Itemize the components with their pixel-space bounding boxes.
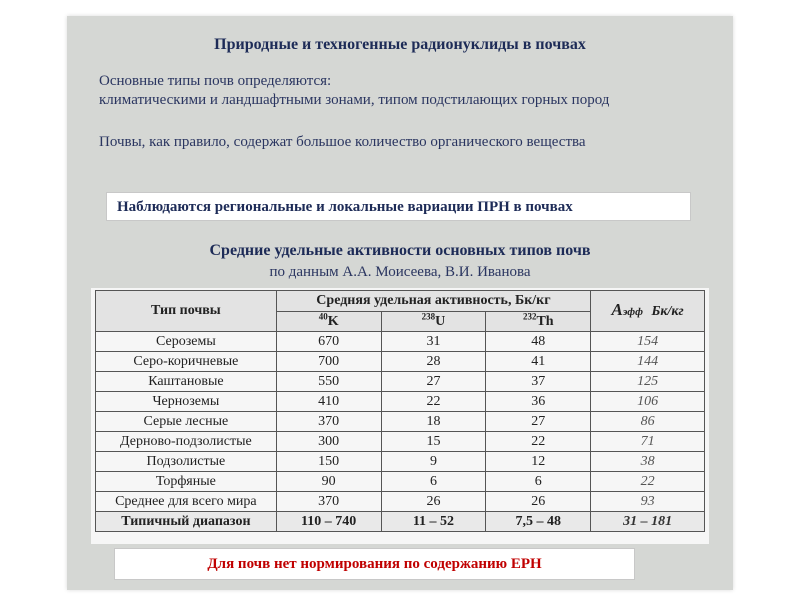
- aeff-unit: Бк/кг: [651, 304, 684, 319]
- k40-value: 670: [276, 332, 381, 352]
- organic-matter-text: Почвы, как правило, содержат большое количество органического вещества: [99, 134, 586, 150]
- aeff-value: 22: [591, 472, 705, 492]
- th232-value: 6: [486, 472, 591, 492]
- intro-line-1: Основные типы почв определяются:: [99, 73, 332, 89]
- aeff-value: 38: [591, 452, 705, 472]
- u238-range: 11 – 52: [381, 512, 486, 532]
- soil-name: Черноземы: [96, 392, 277, 412]
- u238-value: 31: [381, 332, 486, 352]
- range-label: Типичный диапазон: [96, 512, 277, 532]
- table-row: [96, 332, 705, 352]
- th232-range: 7,5 – 48: [486, 512, 591, 532]
- header-k40: [276, 312, 381, 332]
- aeff-value: 125: [591, 372, 705, 392]
- aeff-symbol: А: [611, 300, 623, 319]
- th232-value: 37: [486, 372, 591, 392]
- table-row: [96, 472, 705, 492]
- k40-range: 110 – 740: [276, 512, 381, 532]
- soil-name: Подзолистые: [96, 452, 277, 472]
- u238-value: 6: [381, 472, 486, 492]
- u238-value: 18: [381, 412, 486, 432]
- intro-text: [99, 72, 719, 110]
- k40-value: 150: [276, 452, 381, 472]
- table-container: [91, 288, 709, 544]
- u238-value: 15: [381, 432, 486, 452]
- soil-name: Серо-коричневые: [96, 352, 277, 372]
- u238-mass: 238: [421, 310, 436, 321]
- aeff-range: 31 – 181: [591, 512, 705, 532]
- k40-value: 700: [276, 352, 381, 372]
- table-row: [96, 432, 705, 452]
- table-row: [96, 492, 705, 512]
- u238-symbol: U: [435, 313, 446, 329]
- th232-value: 26: [486, 492, 591, 512]
- th232-symbol: Th: [536, 313, 554, 329]
- table-source: по данным А.А. Моисеева, В.И. Иванова: [269, 264, 531, 280]
- soil-name: Дерново-подзолистые: [96, 432, 277, 452]
- highlight-box: Наблюдаются региональные и локальные вариации ПРН в почвах: [106, 192, 691, 221]
- header-u238: [381, 312, 486, 332]
- u238-value: 22: [381, 392, 486, 412]
- soil-name: Серые лесные: [96, 412, 277, 432]
- k40-value: 370: [276, 412, 381, 432]
- k40-value: 90: [276, 472, 381, 492]
- k40-symbol: K: [327, 313, 339, 329]
- k40-value: 300: [276, 432, 381, 452]
- u238-value: 26: [381, 492, 486, 512]
- slide-title: Природные и техногенные радионуклиды в почвах: [214, 36, 586, 53]
- table-title: Средние удельные активности основных типов почв: [209, 242, 591, 259]
- soil-activity-table: [95, 290, 705, 532]
- th232-mass: 232: [522, 310, 537, 321]
- table-row: [96, 392, 705, 412]
- intro-line-2: климатическими и ландшафтными зонами, типом подстилающих горных пород: [99, 92, 610, 108]
- aeff-value: 144: [591, 352, 705, 372]
- header-soil-type: Тип почвы: [96, 291, 277, 332]
- th232-value: 41: [486, 352, 591, 372]
- header-th232: [486, 312, 591, 332]
- th232-value: 12: [486, 452, 591, 472]
- no-regulation-box: Для почв нет нормирования по содержанию ЕРН: [114, 548, 635, 580]
- th232-value: 27: [486, 412, 591, 432]
- aeff-subscript: эфф: [622, 306, 643, 318]
- u238-value: 9: [381, 452, 486, 472]
- slide: [67, 16, 733, 590]
- table-row-range: [96, 512, 705, 532]
- u238-value: 28: [381, 352, 486, 372]
- th232-value: 48: [486, 332, 591, 352]
- table-row: [96, 452, 705, 472]
- k40-value: 410: [276, 392, 381, 412]
- table-row: [96, 372, 705, 392]
- header-activity: Средняя удельная активность, Бк/кг: [276, 291, 590, 312]
- aeff-value: 106: [591, 392, 705, 412]
- aeff-value: 71: [591, 432, 705, 452]
- soil-name: Среднее для всего мира: [96, 492, 277, 512]
- aeff-value: 93: [591, 492, 705, 512]
- aeff-value: 154: [591, 332, 705, 352]
- soil-name: Каштановые: [96, 372, 277, 392]
- k40-value: 370: [276, 492, 381, 512]
- th232-value: 36: [486, 392, 591, 412]
- u238-value: 27: [381, 372, 486, 392]
- table-row: [96, 352, 705, 372]
- header-aeff: [591, 291, 705, 332]
- aeff-value: 86: [591, 412, 705, 432]
- soil-name: Торфяные: [96, 472, 277, 492]
- th232-value: 22: [486, 432, 591, 452]
- table-row: [96, 412, 705, 432]
- soil-name: Сероземы: [96, 332, 277, 352]
- k40-mass: 40: [318, 310, 328, 321]
- k40-value: 550: [276, 372, 381, 392]
